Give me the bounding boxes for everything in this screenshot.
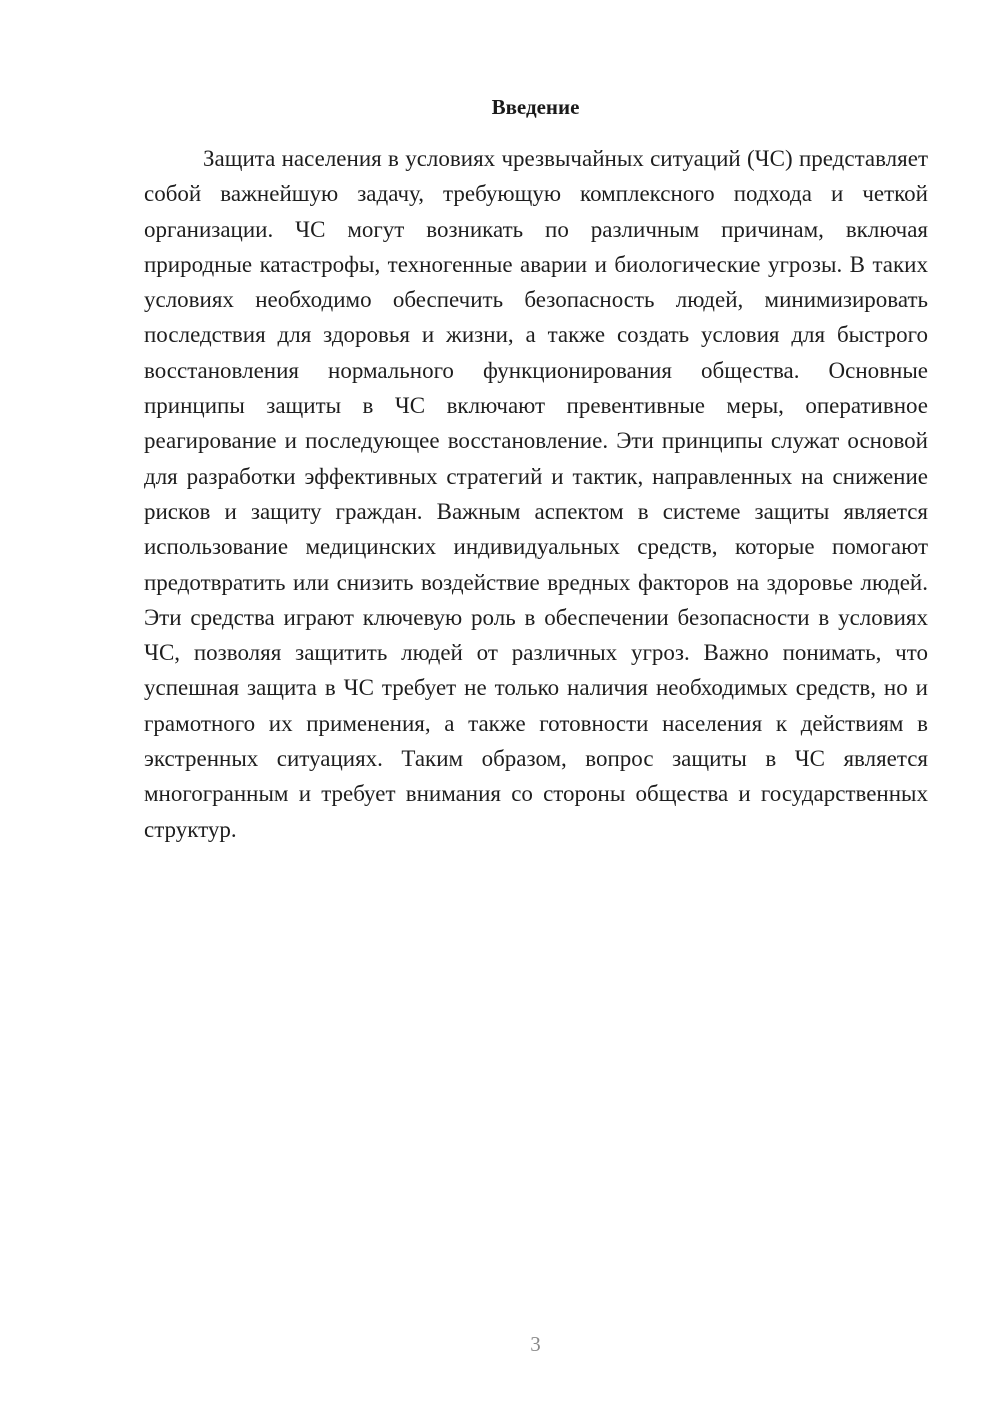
section-heading: Введение <box>491 95 580 119</box>
body-paragraph: Защита населения в условиях чрезвычайных ситуаций (ЧС) представляет собой важнейшую задачу, требующую комплексного подхода и четкой организации. ЧС могут возникать по различным причинам, включая природные катастрофы, техногенные аварии и биологические угрозы. В таких условиях необходимо обеспечить безопасность людей, минимизировать последствия для здоровья и жизни, а также создать условия для быстрого восстановления нормального функционирования общества. Основные принципы защиты в ЧС включают превентивные меры, оперативное реагирование и последующее восстановление. Эти принципы служат основой для разработки эффективных стратегий и тактик, направленных на снижение рисков и защиту граждан. Важным аспектом в системе защиты является использование медицинских индивидуальных средств, которые помогают предотвратить или снизить воздействие вредных факторов на здоровье людей. Эти средства играют ключевую роль в обеспечении безопасности в условиях ЧС, позволяя защитить людей от различных угроз. Важно понимать, что успешная защита в ЧС требует не только наличия необходимых средств, но и грамотного их применения, а также готовности населения к действиям в экстренных ситуациях. Таким образом, вопрос защиты в ЧС является многогранным и требует внимания со стороны общества и государственных структур. <box>144 146 928 842</box>
page-number: 3 <box>530 1332 541 1356</box>
